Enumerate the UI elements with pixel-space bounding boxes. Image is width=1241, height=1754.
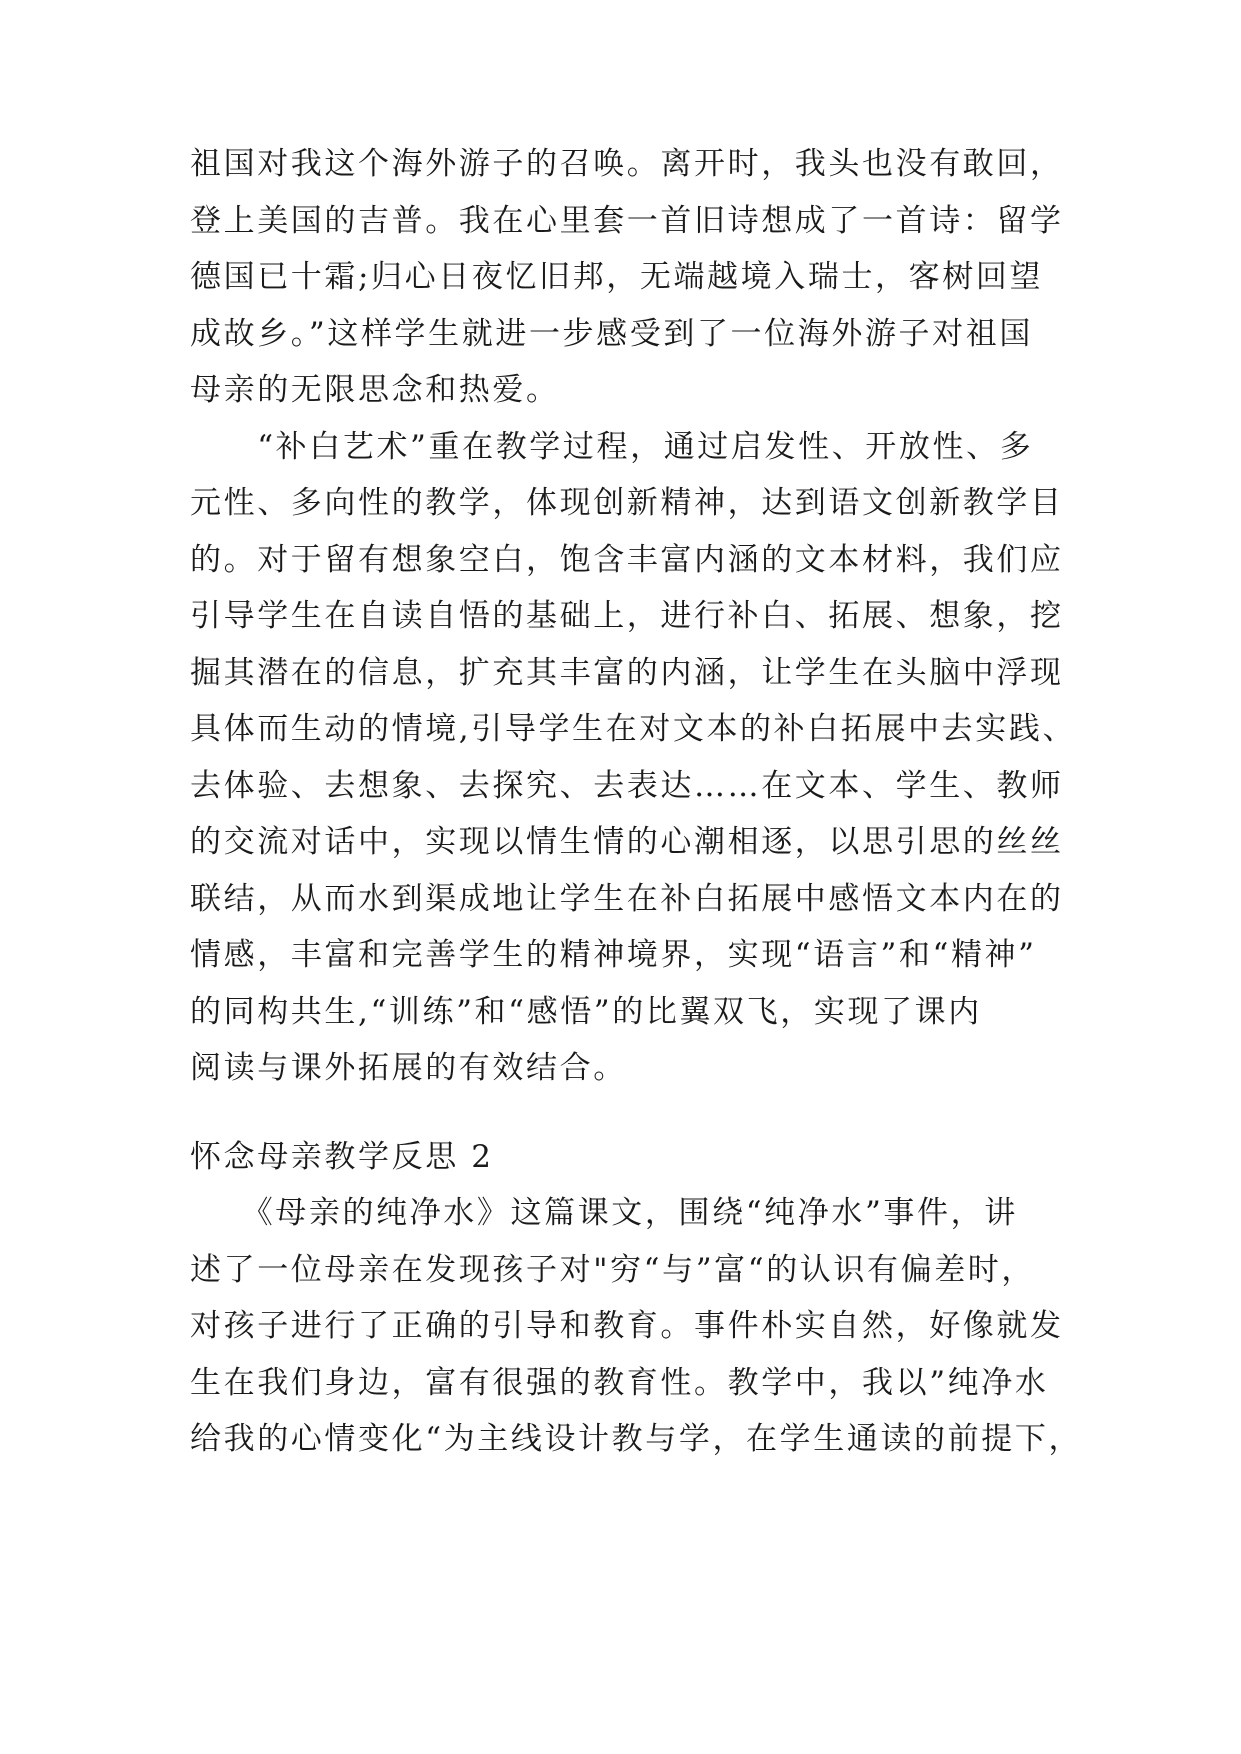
text-line: 的交流对话中，实现以情生情的心潮相逐，以思引思的丝丝 bbox=[190, 824, 1064, 860]
text-line: 对孩子进行了正确的引导和教育。事件朴实自然，好像就发 bbox=[190, 1308, 1064, 1344]
text-line: 给我的心情变化“为主线设计教与学，在学生通读的前提下， bbox=[190, 1421, 1083, 1457]
text-line: “补白艺术”重在教学过程，通过启发性、开放性、多 bbox=[190, 428, 1034, 465]
text-line: 元性、多向性的教学，体现创新精神，达到语文创新教学目 bbox=[190, 485, 1064, 521]
text-line: 生在我们身边，富有很强的教育性。教学中，我以”纯净水 bbox=[190, 1364, 1049, 1401]
paragraph-1 bbox=[190, 136, 1070, 419]
text-line: 引导学生在自读自悟的基础上，进行补白、拓展、想象，挖 bbox=[190, 598, 1064, 634]
text-line: 具体而生动的情境,引导学生在对文本的补白拓展中去实践、 bbox=[190, 711, 1077, 747]
document-page bbox=[190, 136, 1083, 1468]
text-line: 的同构共生,“训练”和“感悟”的比翼双飞，实现了课内 bbox=[190, 993, 982, 1030]
paragraph-3 bbox=[190, 1185, 1083, 1468]
paragraph-2 bbox=[190, 419, 1077, 1097]
text-line: 述了一位母亲在发现孩子对"穷“与”富“的认识有偏差时， bbox=[190, 1251, 1036, 1288]
text-line: 《母亲的纯净水》这篇课文，围绕“纯净水”事件，讲 bbox=[190, 1195, 1018, 1231]
text-line: 情感，丰富和完善学生的精神境界，实现“语言”和“精神” bbox=[190, 937, 1037, 973]
paragraph-spacer bbox=[190, 1097, 1070, 1129]
section-title: 怀念母亲教学反思 2 bbox=[190, 1138, 494, 1175]
text-line: 祖国对我这个海外游子的召唤。离开时，我头也没有敢回， bbox=[190, 146, 1064, 182]
text-line: 的。对于留有想象空白，饱含丰富内涵的文本材料，我们应 bbox=[190, 541, 1064, 578]
text-line: 联结，从而水到渠成地让学生在补白拓展中感悟文本内在的 bbox=[190, 880, 1064, 917]
text-line: 阅读与课外拓展的有效结合。 bbox=[190, 1050, 627, 1086]
text-line: 德国已十霜;归心日夜忆旧邦，无端越境入瑞士，客树回望 bbox=[190, 259, 1044, 295]
text-line: 成故乡。”这样学生就进一步感受到了一位海外游子对祖国 bbox=[190, 315, 1033, 352]
text-line: 掘其潜在的信息，扩充其丰富的内涵，让学生在头脑中浮现 bbox=[190, 654, 1064, 691]
text-line: 母亲的无限思念和热爱。 bbox=[190, 372, 560, 408]
text-line: 去体验、去想象、去探究、去表达……在文本、学生、教师 bbox=[190, 767, 1064, 804]
text-line: 登上美国的吉普。我在心里套一首旧诗想成了一首诗：留学 bbox=[190, 202, 1064, 239]
